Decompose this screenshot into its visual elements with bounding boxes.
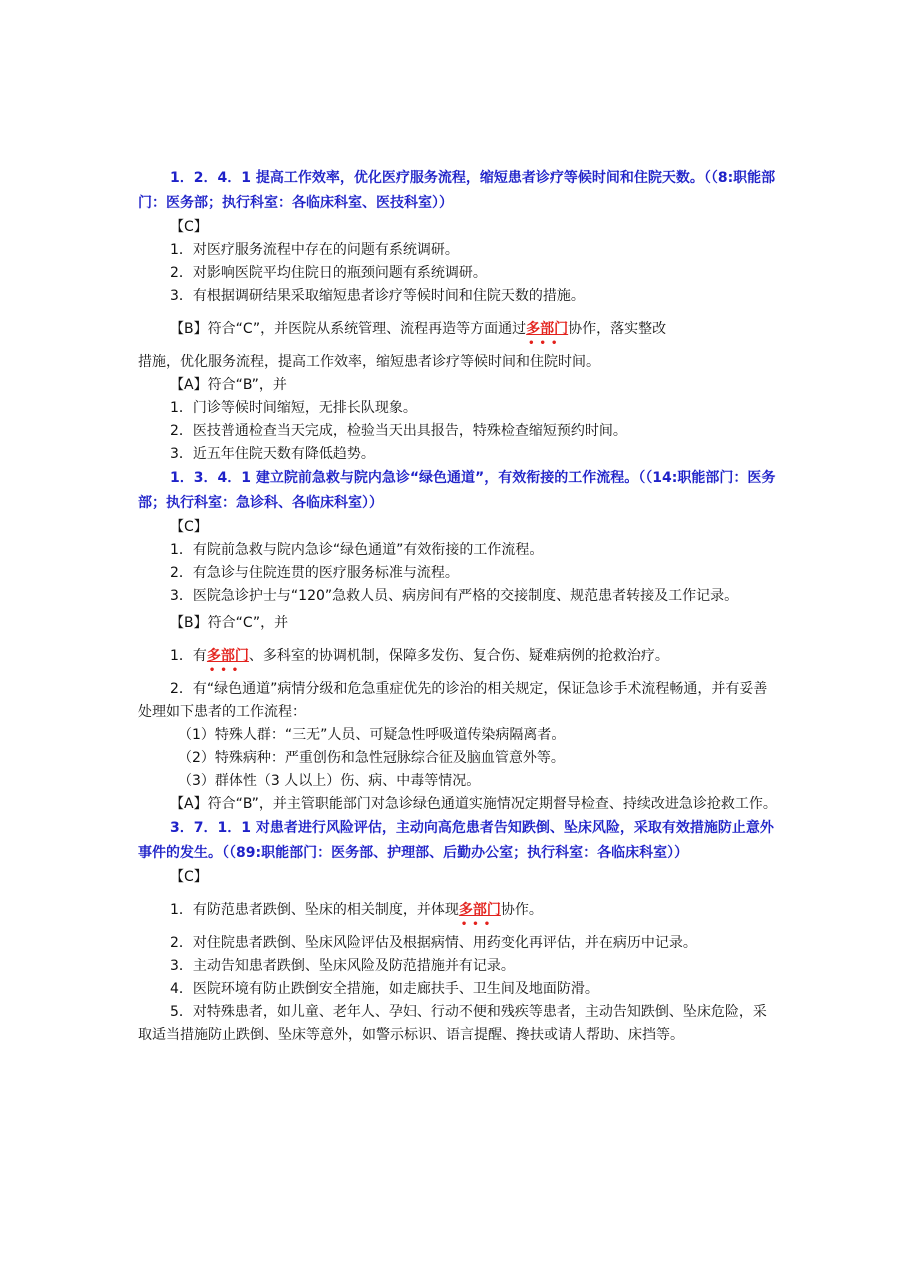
- list-item: 3．有根据调研结果采取缩短患者诊疗等候时间和住院天数的措施。: [170, 288, 585, 304]
- grade-c-label: 【C】: [170, 219, 208, 235]
- sub-item: （2）特殊病种：严重创伤和急性冠脉综合征及脑血管意外等。: [178, 750, 565, 766]
- grade-c-label: 【C】: [170, 869, 208, 885]
- grade-b-line: [138, 318, 778, 341]
- list-item: 3．医院急诊护士与“120”急救人员、病房间有严格的交接制度、规范患者转接及工作记录。: [170, 588, 739, 604]
- grade-b-text: 【B】符合“C”，并医院从系统管理、流程再造等方面通过: [170, 321, 527, 337]
- emphasis-term: 多部门 •••: [459, 899, 501, 922]
- sub-item: （1）特殊人群：“三无”人员、可疑急性呼吸道传染病隔离者。: [178, 727, 566, 743]
- section-heading: 3．7．1．1 对患者进行风险评估，主动向高危患者告知跌倒、坠床风险，采取有效措施防止意外事件的发生。（（89:职能部门：医务部、护理部、后勤办公室；执行科室：各临床科室））: [138, 820, 774, 861]
- grade-c-label: 【C】: [170, 519, 208, 535]
- list-item: 2．对住院患者跌倒、坠床风险评估及根据病情、用药变化再评估，并在病历中记录。: [170, 935, 697, 951]
- list-item: [138, 899, 778, 922]
- list-item: 1．门诊等候时间缩短，无排长队现象。: [170, 400, 417, 416]
- list-item: 5．对特殊患者，如儿童、老年人、孕妇、行动不便和残疾等患者，主动告知跌倒、坠床危险，采取适当措施防止跌倒、坠床等意外，如警示标识、语言提醒、搀扶或请人帮助、床挡等。: [138, 1004, 767, 1043]
- grade-a-label: 【A】符合“B”，并: [170, 377, 287, 393]
- grade-b-item-text-end: 、多科室的协调机制，保障多发伤、复合伤、疑难病例的抢救治疗。: [248, 648, 669, 664]
- list-item: 2．有急诊与住院连贯的医疗服务标准与流程。: [170, 565, 459, 581]
- list-item-text: 1．有防范患者跌倒、坠床的相关制度，并体现: [170, 902, 459, 918]
- list-item: 2．对影响医院平均住院日的瓶颈问题有系统调研。: [170, 265, 487, 281]
- emphasis-term: 多部门 •••: [526, 318, 568, 341]
- grade-b-item: 2．有“绿色通道”病情分级和危急重症优先的诊治的相关规定，保证急诊手术流程畅通，并有妥善处理如下患者的工作流程：: [138, 681, 768, 720]
- list-item: 1．有院前急救与院内急诊“绿色通道”有效衔接的工作流程。: [170, 542, 544, 558]
- section-heading: 1．2．4．1 提高工作效率，优化医疗服务流程，缩短患者诊疗等候时间和住院天数。（（8:职能部门：医务部；执行科室：各临床科室、医技科室））: [138, 170, 776, 211]
- list-item: 1．对医疗服务流程中存在的问题有系统调研。: [170, 242, 459, 258]
- list-item: 3．近五年住院天数有降低趋势。: [170, 446, 375, 462]
- grade-b-text-end: 协作，落实整改: [568, 321, 667, 337]
- grade-b-continuation: 措施，优化服务流程，提高工作效率，缩短患者诊疗等候时间和住院时间。: [138, 354, 600, 370]
- grade-b-item: [138, 645, 778, 668]
- section-heading: 1．3．4．1 建立院前急救与院内急诊“绿色通道”，有效衔接的工作流程。（（14:职能部门：医务部；执行科室：急诊科、各临床科室））: [138, 470, 776, 511]
- sub-item: （3）群体性（3 人以上）伤、病、中毒等情况。: [178, 773, 481, 789]
- list-item: 4．医院环境有防止跌倒安全措施，如走廊扶手、卫生间及地面防滑。: [170, 981, 599, 997]
- grade-b-label: 【B】符合“C”，并: [170, 615, 289, 631]
- document-body: [138, 166, 778, 1047]
- emphasis-term: 多部门 •••: [207, 645, 249, 668]
- list-item: 3．主动告知患者跌倒、坠床风险及防范措施并有记录。: [170, 958, 515, 974]
- list-item-text-end: 协作。: [500, 902, 543, 918]
- grade-b-item-text: 1．有: [170, 648, 207, 664]
- grade-a-text: 【A】符合“B”，并主管职能部门对急诊绿色通道实施情况定期督导检查、持续改进急诊抢救工作。: [170, 796, 777, 812]
- list-item: 2．医技普通检查当天完成，检验当天出具报告，特殊检查缩短预约时间。: [170, 423, 627, 439]
